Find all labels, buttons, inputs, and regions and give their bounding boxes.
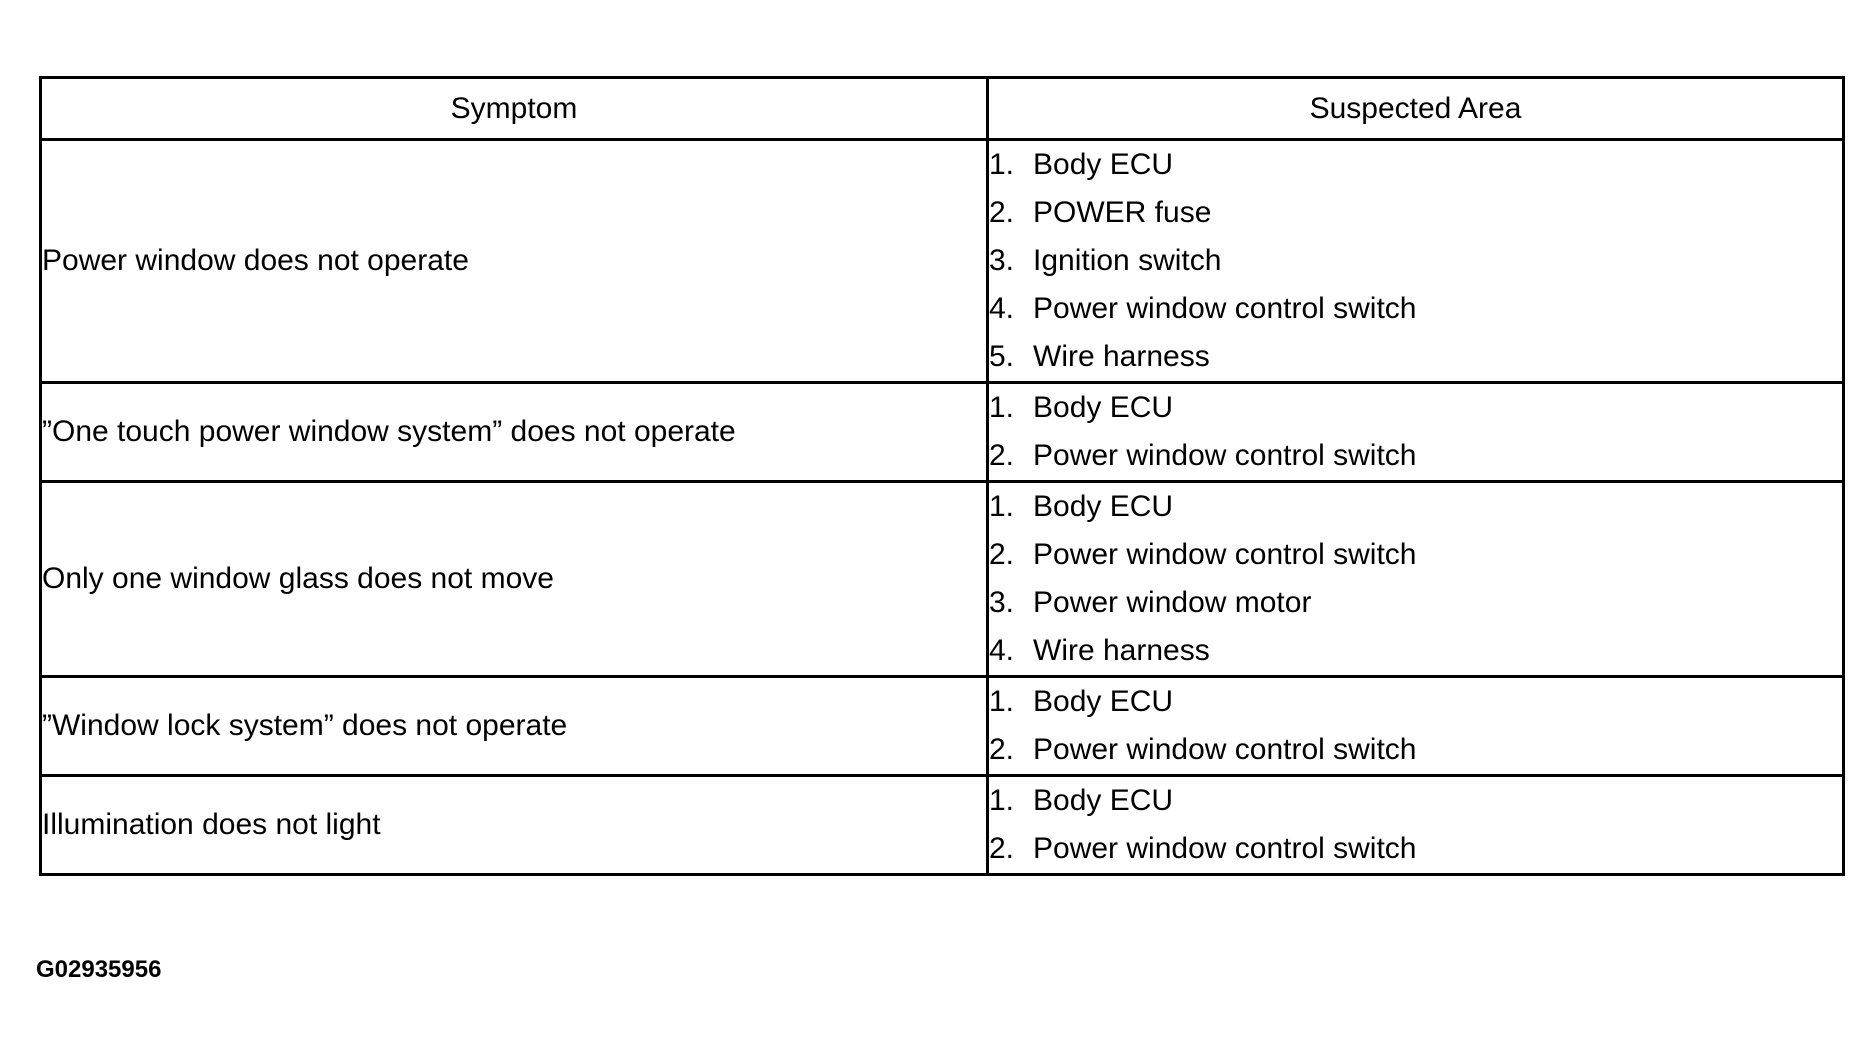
item-text: Body ECU [1033,685,1174,718]
item-number: 2. [989,832,1015,865]
item-number: 1. [989,490,1015,523]
item-number: 1. [989,391,1015,424]
table-row [41,140,1844,383]
item-number: 3. [989,244,1015,277]
item-number: 2. [989,196,1015,229]
item-number: 1. [989,148,1015,181]
item-text: POWER fuse [1033,196,1212,229]
list-item [989,285,1842,333]
list-item [989,384,1842,432]
symptom-cell: Power window does not operate [41,140,988,383]
figure-id-label: G02935956 [36,956,162,983]
list-item [989,825,1842,873]
list-item [989,189,1842,237]
item-text: Power window control switch [1033,292,1417,325]
suspected-area-list [989,141,1842,381]
item-text: Body ECU [1033,784,1174,817]
item-text: Ignition switch [1033,244,1222,277]
item-number: 4. [989,292,1015,325]
item-number: 5. [989,340,1015,373]
list-item [989,777,1842,825]
suspected-area-list [989,678,1842,774]
item-text: Body ECU [1033,148,1174,181]
list-item [989,579,1842,627]
item-text: Power window control switch [1033,538,1417,571]
list-item [989,432,1842,480]
suspected-area-column-header: Suspected Area [988,78,1844,140]
item-text: Power window motor [1033,586,1312,619]
symptom-cell: Only one window glass does not move [41,482,988,677]
item-number: 4. [989,634,1015,667]
item-text: Power window control switch [1033,733,1417,766]
list-item [989,483,1842,531]
suspected-area-list [989,384,1842,480]
table-row [41,776,1844,875]
item-text: Wire harness [1033,634,1210,667]
item-number: 2. [989,538,1015,571]
list-item [989,531,1842,579]
table-row [41,482,1844,677]
item-text: Body ECU [1033,391,1174,424]
item-number: 2. [989,439,1015,472]
item-text: Power window control switch [1033,439,1417,472]
suspected-area-cell [988,776,1844,875]
list-item [989,678,1842,726]
item-number: 1. [989,685,1015,718]
symptom-cell: Illumination does not light [41,776,988,875]
symptom-column-header: Symptom [41,78,988,140]
suspected-area-cell [988,140,1844,383]
list-item [989,237,1842,285]
symptom-cell: ”Window lock system” does not operate [41,677,988,776]
item-number: 2. [989,733,1015,766]
suspected-area-list [989,483,1842,675]
table-body [41,140,1844,875]
table-header-row [41,78,1844,140]
list-item [989,627,1842,675]
suspected-area-cell [988,482,1844,677]
list-item [989,726,1842,774]
list-item [989,333,1842,381]
table-row [41,383,1844,482]
suspected-area-list [989,777,1842,873]
symptom-table [39,76,1845,876]
table-row [41,677,1844,776]
item-text: Body ECU [1033,490,1174,523]
item-text: Wire harness [1033,340,1210,373]
list-item [989,141,1842,189]
symptom-table-container [39,76,1845,876]
item-number: 1. [989,784,1015,817]
symptom-cell: ”One touch power window system” does not operate [41,383,988,482]
suspected-area-cell [988,383,1844,482]
item-number: 3. [989,586,1015,619]
item-text: Power window control switch [1033,832,1417,865]
suspected-area-cell [988,677,1844,776]
